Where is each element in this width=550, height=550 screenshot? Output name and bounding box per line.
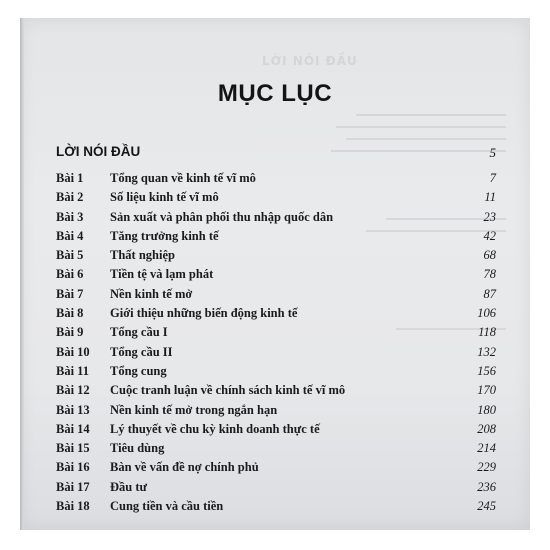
toc-entry-page: 132 [477, 344, 496, 359]
toc-entry-label: Bài 5 [56, 248, 84, 263]
toc-entry [56, 441, 496, 460]
toc-intro-entry [56, 144, 496, 164]
toc-entry [56, 287, 496, 306]
toc-entry [56, 171, 496, 190]
toc-entry-label: Bài 13 [56, 402, 90, 417]
toc-entry-title: Cuộc tranh luận về chính sách kinh tế vĩ mô [110, 383, 346, 398]
toc-entry [56, 229, 496, 248]
toc-entry-label: Bài 3 [56, 209, 84, 224]
toc-entry-label: Bài 6 [56, 267, 84, 282]
toc-entry-label: Bài 17 [56, 479, 90, 494]
toc-entry [56, 306, 496, 325]
toc-entry [56, 248, 496, 267]
toc-entry-title: Nền kinh tế mở trong ngắn hạn [110, 402, 278, 417]
table-of-contents [56, 171, 496, 518]
toc-entry-label: Bài 7 [56, 286, 84, 301]
toc-entry-label: Bài 4 [56, 228, 84, 243]
toc-entry-title: Sản xuất và phân phối thu nhập quốc dân [110, 209, 334, 224]
toc-entry-label: Bài 1 [56, 171, 84, 185]
toc-entry [56, 460, 496, 479]
toc-entry [56, 325, 496, 344]
toc-entry-page: 180 [477, 402, 496, 417]
bleed-through-line [356, 114, 506, 116]
toc-entry-title: Cung tiền và cầu tiền [110, 499, 224, 514]
toc-entry-label: Bài 11 [56, 363, 89, 378]
toc-entry-page: 118 [478, 325, 496, 340]
toc-entry [56, 499, 496, 518]
toc-entry-label: Bài 10 [56, 344, 90, 359]
toc-entry-page: 236 [477, 479, 496, 494]
toc-entry-page: 87 [483, 286, 496, 301]
toc-entry-page: 11 [484, 190, 496, 205]
book-page [20, 18, 530, 530]
toc-entry-page: 208 [477, 421, 496, 436]
toc-entry-title: Tiền tệ và lạm phát [110, 267, 214, 282]
toc-entry-title: Tăng trưởng kinh tế [110, 228, 219, 243]
toc-entry-title: Nền kinh tế mở [110, 286, 193, 301]
bleed-through-line [336, 126, 506, 128]
toc-entry-label: Bài 2 [56, 190, 84, 205]
toc-entry-title: Tổng cầu II [110, 344, 173, 359]
toc-entry [56, 422, 496, 441]
page-edge-shadow [20, 18, 24, 530]
toc-entry-label: Bài 8 [56, 306, 84, 321]
bleed-through-heading: LỜI NÓI ĐẦU [262, 54, 358, 68]
toc-entry-label: Bài 16 [56, 460, 90, 475]
toc-intro-page: 5 [489, 145, 496, 160]
toc-entry [56, 190, 496, 209]
toc-entry [56, 364, 496, 383]
bleed-through-line [346, 138, 506, 140]
toc-entry-page: 245 [477, 499, 496, 514]
toc-entry-title: Tổng cầu I [110, 325, 168, 340]
toc-entry-page: 156 [477, 363, 496, 378]
toc-entry-label: Bài 18 [56, 499, 90, 514]
toc-entry [56, 480, 496, 499]
toc-entry-title: Tổng cung [110, 363, 167, 378]
toc-entry [56, 267, 496, 286]
toc-entry [56, 383, 496, 402]
toc-entry-title: Tiêu dùng [110, 441, 165, 456]
page-title: MỤC LỤC [217, 80, 333, 107]
toc-intro-label: LỜI NÓI ĐẦU [56, 144, 141, 159]
toc-entry-page: 106 [477, 306, 496, 321]
toc-entry [56, 210, 496, 229]
toc-entry-title: Giới thiệu những biến động kinh tế [110, 306, 298, 321]
toc-entry-page: 78 [483, 267, 496, 282]
toc-entry-title: Bàn về vấn đề nợ chính phủ [110, 460, 259, 475]
toc-entry-label: Bài 9 [56, 325, 84, 340]
toc-entry-page: 68 [483, 248, 496, 263]
toc-entry-label: Bài 15 [56, 441, 90, 456]
toc-entry-page: 7 [489, 171, 496, 185]
toc-entry-label: Bài 12 [56, 383, 90, 398]
toc-entry-page: 23 [483, 209, 496, 224]
toc-entry-title: Lý thuyết về chu kỳ kinh doanh thực tế [110, 421, 320, 436]
toc-entry-page: 42 [483, 228, 496, 243]
toc-entry [56, 345, 496, 364]
toc-entry-title: Đầu tư [110, 479, 148, 494]
toc-entry-page: 214 [477, 441, 496, 456]
toc-entry-title: Tổng quan về kinh tế vĩ mô [110, 171, 256, 185]
toc-entry-page: 170 [477, 383, 496, 398]
toc-entry-title: Thất nghiệp [110, 248, 175, 263]
toc-entry [56, 403, 496, 422]
toc-entry-title: Số liệu kinh tế vĩ mô [110, 190, 219, 205]
toc-entry-label: Bài 14 [56, 421, 90, 436]
toc-entry-page: 229 [477, 460, 496, 475]
